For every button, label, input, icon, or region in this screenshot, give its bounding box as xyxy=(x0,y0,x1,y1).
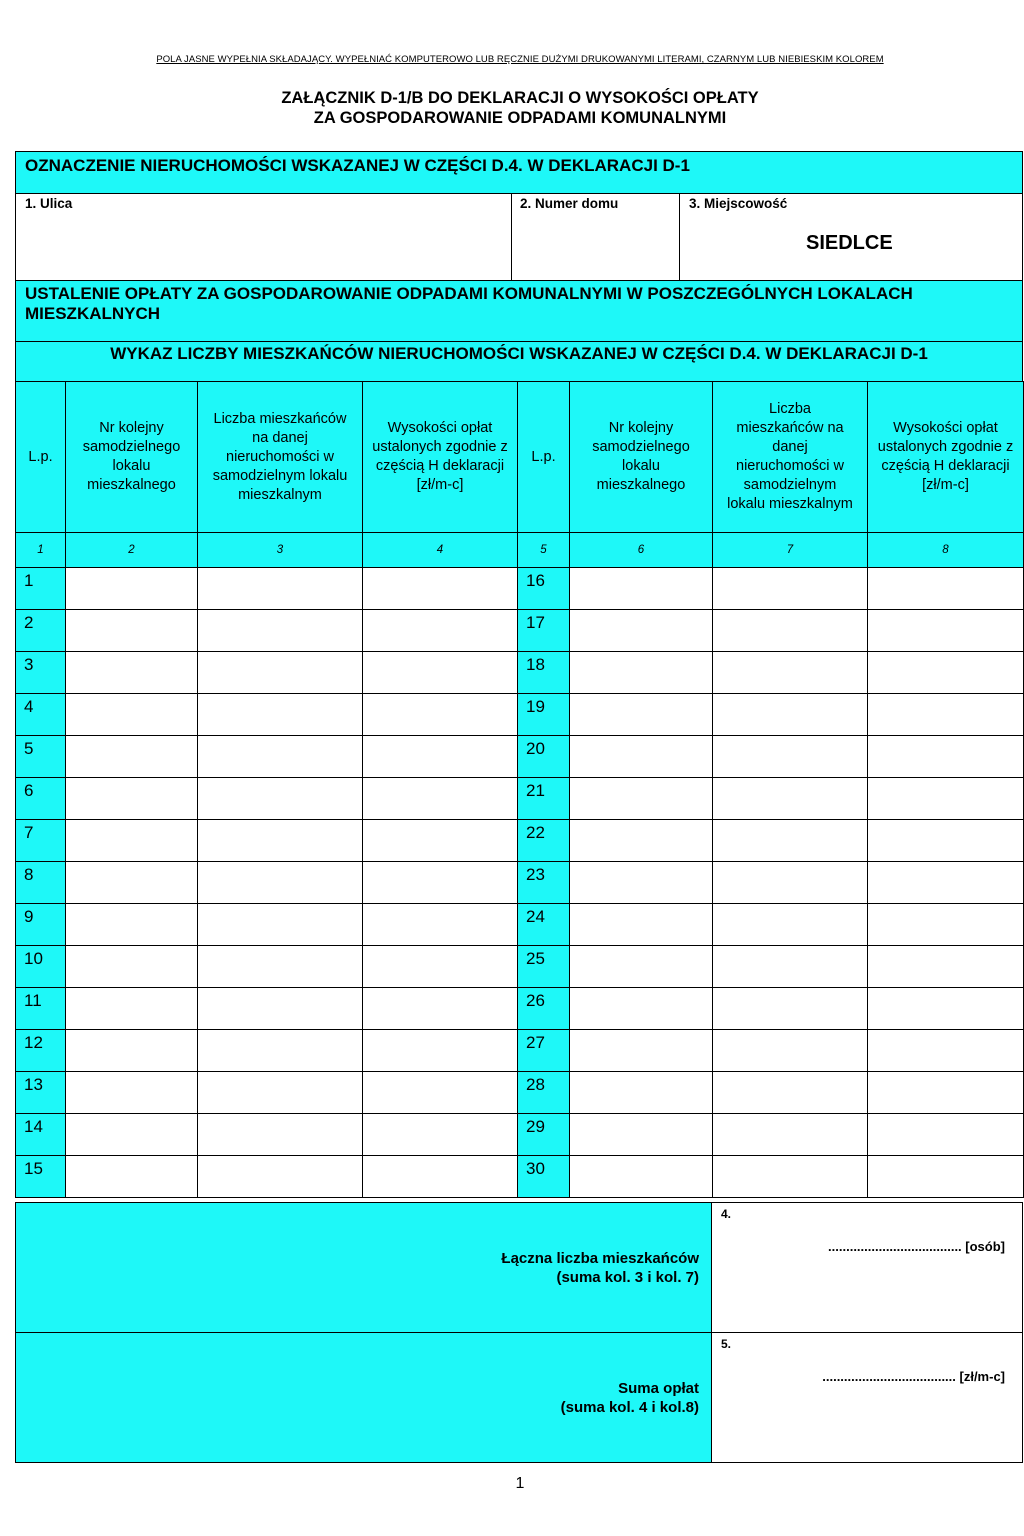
row-lp: 19 xyxy=(518,694,570,736)
column-number-row xyxy=(16,533,1024,568)
row-lp: 28 xyxy=(518,1072,570,1114)
row-lp: 5 xyxy=(16,736,66,778)
column-number: 2 xyxy=(66,533,198,568)
table-row xyxy=(16,1072,1024,1114)
fee-amount-cell[interactable] xyxy=(363,778,518,820)
fee-amount-cell[interactable] xyxy=(363,652,518,694)
divider xyxy=(679,194,680,280)
total-residents-title: Łączna liczba mieszkańców xyxy=(501,1250,699,1267)
residents-count-cell[interactable] xyxy=(198,1072,363,1114)
unit-number-cell[interactable] xyxy=(66,610,198,652)
street-field[interactable] xyxy=(25,218,505,276)
table-row xyxy=(16,568,1024,610)
residents-count-cell[interactable] xyxy=(713,1030,868,1072)
fee-amount-cell[interactable] xyxy=(363,904,518,946)
row-lp: 12 xyxy=(16,1030,66,1072)
table-row xyxy=(16,778,1024,820)
unit-number-cell[interactable] xyxy=(570,946,713,988)
col-header-fees: Wysokości opłat ustalonych zgodnie z częścią H deklaracji [zł/m-c] xyxy=(363,382,518,533)
total-fees-label xyxy=(561,1379,699,1417)
unit-number-cell[interactable] xyxy=(570,694,713,736)
column-number: 3 xyxy=(198,533,363,568)
fee-amount-cell[interactable] xyxy=(868,820,1024,862)
fee-amount-cell[interactable] xyxy=(868,1030,1024,1072)
total-residents-label xyxy=(501,1249,699,1287)
row-lp: 13 xyxy=(16,1072,66,1114)
divider xyxy=(511,194,512,280)
row-lp: 14 xyxy=(16,1114,66,1156)
total-fees-label-box xyxy=(15,1332,712,1463)
fee-amount-cell[interactable] xyxy=(868,652,1024,694)
unit-number-cell[interactable] xyxy=(66,1114,198,1156)
col-header-unit-number: Nr kolejny samodzielnego lokalu mieszkalnego xyxy=(570,382,713,533)
row-lp: 22 xyxy=(518,820,570,862)
column-number: 1 xyxy=(16,533,66,568)
fee-amount-cell[interactable] xyxy=(363,1072,518,1114)
unit-number-cell[interactable] xyxy=(570,1072,713,1114)
fee-amount-cell[interactable] xyxy=(363,610,518,652)
page-number: 1 xyxy=(515,1475,525,1492)
unit-number-cell[interactable] xyxy=(570,1030,713,1072)
fee-amount-cell[interactable] xyxy=(363,862,518,904)
total-residents-subtitle: (suma kol. 3 i kol. 7) xyxy=(556,1269,699,1286)
unit-number-cell[interactable] xyxy=(66,568,198,610)
city-field[interactable]: SIEDLCE xyxy=(806,232,893,254)
fee-amount-cell[interactable] xyxy=(868,862,1024,904)
column-number: 8 xyxy=(868,533,1024,568)
unit-number-cell[interactable] xyxy=(66,652,198,694)
residents-count-cell[interactable] xyxy=(713,946,868,988)
document-title xyxy=(0,88,1024,128)
residents-count-cell[interactable] xyxy=(713,988,868,1030)
table-body xyxy=(16,568,1024,1198)
unit-number-cell[interactable] xyxy=(66,694,198,736)
fee-amount-cell[interactable] xyxy=(363,1030,518,1072)
residents-count-cell[interactable] xyxy=(198,862,363,904)
title-line-2: ZA GOSPODAROWANIE ODPADAMI KOMUNALNYMI xyxy=(313,109,727,127)
fee-amount-cell[interactable] xyxy=(363,694,518,736)
residents-count-cell[interactable] xyxy=(198,946,363,988)
table-row xyxy=(16,652,1024,694)
col-header-lp: L.p. xyxy=(16,382,66,533)
total-fees-value[interactable]: ..................................... [zł/m-c] xyxy=(822,1369,1005,1384)
residents-count-cell[interactable] xyxy=(198,652,363,694)
total-fees-title: Suma opłat xyxy=(618,1380,699,1397)
column-number: 7 xyxy=(713,533,868,568)
unit-number-cell[interactable] xyxy=(66,946,198,988)
fee-amount-cell[interactable] xyxy=(363,1156,518,1198)
unit-number-cell[interactable] xyxy=(66,736,198,778)
total-fees-field[interactable] xyxy=(711,1332,1023,1463)
fee-amount-cell[interactable] xyxy=(868,1072,1024,1114)
residents-table xyxy=(15,381,1024,1198)
unit-number-cell[interactable] xyxy=(570,736,713,778)
fee-amount-cell[interactable] xyxy=(868,610,1024,652)
col-header-lp: L.p. xyxy=(518,382,570,533)
fee-amount-cell[interactable] xyxy=(363,820,518,862)
row-lp: 30 xyxy=(518,1156,570,1198)
fee-amount-cell[interactable] xyxy=(363,568,518,610)
table-row xyxy=(16,1114,1024,1156)
residents-count-cell[interactable] xyxy=(198,904,363,946)
residents-count-cell[interactable] xyxy=(713,568,868,610)
table-row xyxy=(16,946,1024,988)
property-section-header: OZNACZENIE NIERUCHOMOŚCI WSKAZANEJ W CZĘŚCI D.4. W DEKLARACJI D-1 xyxy=(15,151,1023,194)
residents-count-cell[interactable] xyxy=(713,610,868,652)
residents-count-cell[interactable] xyxy=(198,778,363,820)
table-row xyxy=(16,1030,1024,1072)
residents-count-cell[interactable] xyxy=(713,1114,868,1156)
column-number: 6 xyxy=(570,533,713,568)
fee-amount-cell[interactable] xyxy=(363,988,518,1030)
unit-number-cell[interactable] xyxy=(570,820,713,862)
residents-count-cell[interactable] xyxy=(713,1156,868,1198)
residents-list-header: WYKAZ LICZBY MIESZKAŃCÓW NIERUCHOMOŚCI WSKAZANEJ W CZĘŚCI D.4. W DEKLARACJI D-1 xyxy=(15,341,1023,382)
row-lp: 24 xyxy=(518,904,570,946)
residents-count-cell[interactable] xyxy=(198,1030,363,1072)
unit-number-cell[interactable] xyxy=(570,568,713,610)
fee-amount-cell[interactable] xyxy=(363,1114,518,1156)
fee-amount-cell[interactable] xyxy=(868,778,1024,820)
unit-number-cell[interactable] xyxy=(570,610,713,652)
residents-count-cell[interactable] xyxy=(713,778,868,820)
residents-count-cell[interactable] xyxy=(198,1156,363,1198)
row-lp: 17 xyxy=(518,610,570,652)
unit-number-cell[interactable] xyxy=(66,1156,198,1198)
unit-number-cell[interactable] xyxy=(570,862,713,904)
row-lp: 20 xyxy=(518,736,570,778)
col-header-fees: Wysokości opłat ustalonych zgodnie z częścią H deklaracji [zł/m-c] xyxy=(868,382,1024,533)
unit-number-cell[interactable] xyxy=(570,1156,713,1198)
fee-amount-cell[interactable] xyxy=(868,988,1024,1030)
unit-number-cell[interactable] xyxy=(570,778,713,820)
residents-count-cell[interactable] xyxy=(713,736,868,778)
unit-number-cell[interactable] xyxy=(570,1114,713,1156)
row-lp: 9 xyxy=(16,904,66,946)
residents-count-cell[interactable] xyxy=(713,820,868,862)
total-residents-field[interactable] xyxy=(711,1202,1023,1333)
city-label: 3. Miejscowość xyxy=(689,196,788,211)
fee-amount-cell[interactable] xyxy=(363,736,518,778)
table-row xyxy=(16,610,1024,652)
row-lp: 4 xyxy=(16,694,66,736)
instruction-note: POLA JASNE WYPEŁNIA SKŁADAJĄCY. WYPEŁNIAĆ KOMPUTEROWO LUB RĘCZNIE DUŻYMI DRUKOWANYMI LITERAMI, CZARNYM LUB NIEBIESKIM KOLOREM xyxy=(156,54,884,65)
row-lp: 10 xyxy=(16,946,66,988)
row-lp: 11 xyxy=(16,988,66,1030)
residents-count-cell[interactable] xyxy=(198,568,363,610)
fee-amount-cell[interactable] xyxy=(868,946,1024,988)
house-number-label: 2. Numer domu xyxy=(520,196,619,211)
property-address-row xyxy=(15,193,1023,281)
residents-count-cell[interactable] xyxy=(713,862,868,904)
col-header-residents: Liczba mieszkańców na danej nieruchomości w samodzielnym lokalu mieszkalnym xyxy=(713,382,868,533)
table-header-row xyxy=(16,382,1024,533)
table-row xyxy=(16,862,1024,904)
residents-count-cell[interactable] xyxy=(713,652,868,694)
row-lp: 3 xyxy=(16,652,66,694)
fee-amount-cell[interactable] xyxy=(363,946,518,988)
table-row xyxy=(16,736,1024,778)
table-row xyxy=(16,904,1024,946)
unit-number-cell[interactable] xyxy=(66,820,198,862)
row-lp: 21 xyxy=(518,778,570,820)
unit-number-cell[interactable] xyxy=(66,1072,198,1114)
row-lp: 15 xyxy=(16,1156,66,1198)
fee-amount-cell[interactable] xyxy=(868,694,1024,736)
unit-number-cell[interactable] xyxy=(570,904,713,946)
row-lp: 27 xyxy=(518,1030,570,1072)
unit-number-cell[interactable] xyxy=(66,904,198,946)
unit-number-cell[interactable] xyxy=(66,778,198,820)
total-residents-label-box xyxy=(15,1202,712,1333)
row-lp: 7 xyxy=(16,820,66,862)
fee-amount-cell[interactable] xyxy=(868,736,1024,778)
row-lp: 6 xyxy=(16,778,66,820)
title-line-1: ZAŁĄCZNIK D-1/B DO DEKLARACJI O WYSOKOŚCI OPŁATY xyxy=(281,89,759,107)
fee-amount-cell[interactable] xyxy=(868,904,1024,946)
row-lp: 29 xyxy=(518,1114,570,1156)
unit-number-cell[interactable] xyxy=(66,1030,198,1072)
residents-count-cell[interactable] xyxy=(713,904,868,946)
fee-section-header: USTALENIE OPŁATY ZA GOSPODAROWANIE ODPADAMI KOMUNALNYMI W POSZCZEGÓLNYCH LOKALACH MIESZKALNYCH xyxy=(15,280,1023,342)
row-lp: 2 xyxy=(16,610,66,652)
unit-number-cell[interactable] xyxy=(66,988,198,1030)
col-header-residents: Liczba mieszkańców na danej nieruchomości w samodzielnym lokalu mieszkalnym xyxy=(198,382,363,533)
row-lp: 16 xyxy=(518,568,570,610)
residents-count-cell[interactable] xyxy=(713,694,868,736)
total-fees-subtitle: (suma kol. 4 i kol.8) xyxy=(560,1399,699,1416)
table-row xyxy=(16,820,1024,862)
table-row xyxy=(16,1156,1024,1198)
residents-count-cell[interactable] xyxy=(713,1072,868,1114)
unit-number-cell[interactable] xyxy=(570,988,713,1030)
row-lp: 18 xyxy=(518,652,570,694)
fee-amount-cell[interactable] xyxy=(868,1156,1024,1198)
col-header-unit-number: Nr kolejny samodzielnego lokalu mieszkalnego xyxy=(66,382,198,533)
table-row xyxy=(16,694,1024,736)
row-lp: 1 xyxy=(16,568,66,610)
row-lp: 26 xyxy=(518,988,570,1030)
row-lp: 8 xyxy=(16,862,66,904)
residents-count-cell[interactable] xyxy=(198,694,363,736)
fee-amount-cell[interactable] xyxy=(868,568,1024,610)
table-row xyxy=(16,988,1024,1030)
unit-number-cell[interactable] xyxy=(570,652,713,694)
field-number: 4. xyxy=(721,1207,732,1221)
fee-amount-cell[interactable] xyxy=(868,1114,1024,1156)
unit-number-cell[interactable] xyxy=(66,862,198,904)
residents-count-cell[interactable] xyxy=(198,610,363,652)
row-lp: 23 xyxy=(518,862,570,904)
residents-count-cell[interactable] xyxy=(198,988,363,1030)
residents-count-cell[interactable] xyxy=(198,1114,363,1156)
column-number: 5 xyxy=(518,533,570,568)
residents-count-cell[interactable] xyxy=(198,736,363,778)
field-number: 5. xyxy=(721,1337,732,1351)
row-lp: 25 xyxy=(518,946,570,988)
house-number-field[interactable] xyxy=(519,218,674,276)
street-label: 1. Ulica xyxy=(25,196,73,211)
total-residents-value[interactable]: ..................................... [osób] xyxy=(828,1239,1005,1254)
residents-count-cell[interactable] xyxy=(198,820,363,862)
column-number: 4 xyxy=(363,533,518,568)
